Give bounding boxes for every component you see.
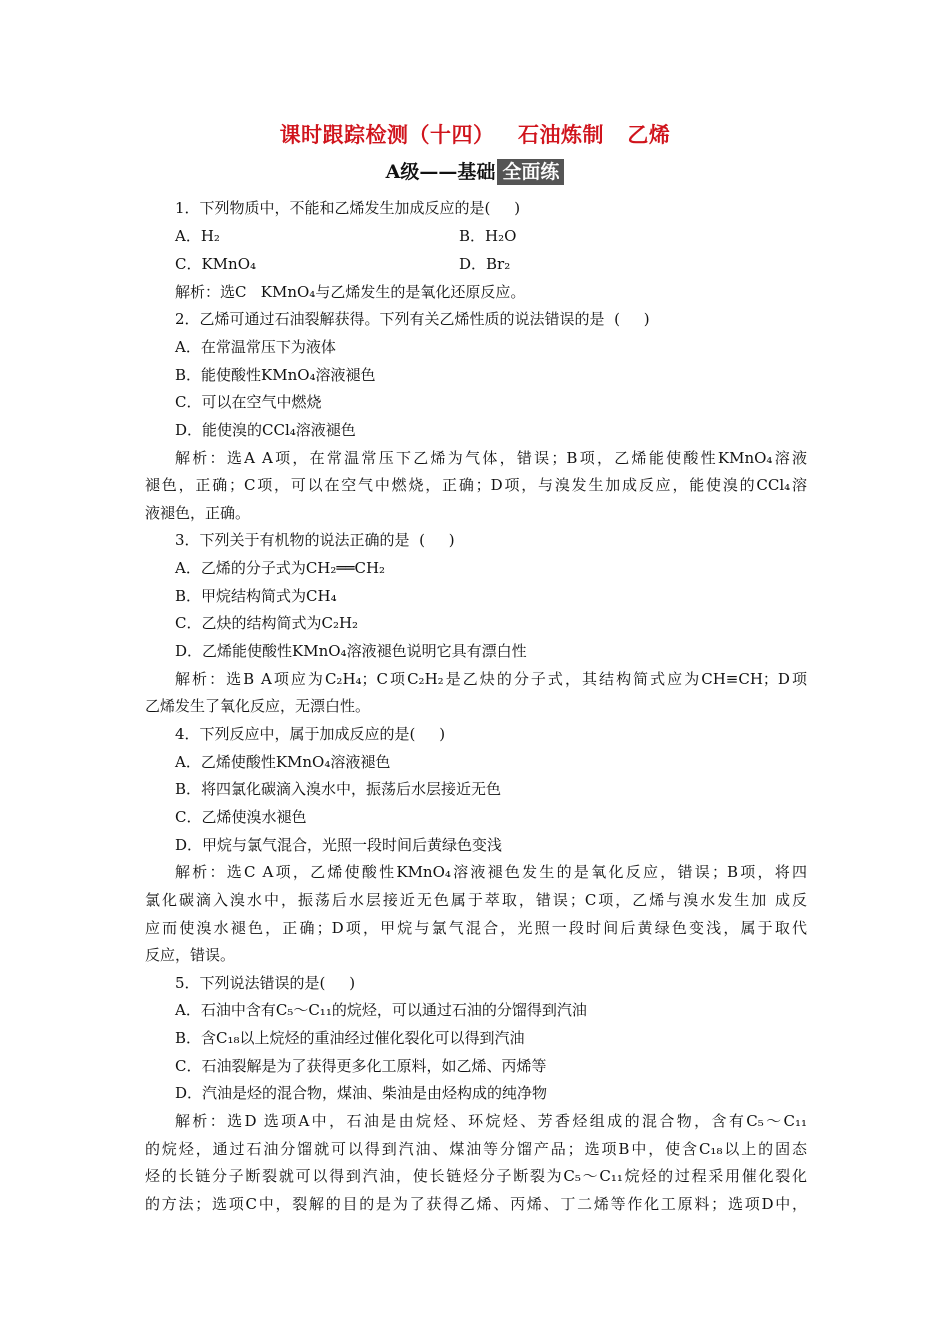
question-5: 5．下列说法错误的是( ) [175, 974, 356, 992]
question-2: 2．乙烯可通过石油裂解获得。下列有关乙烯性质的说法错误的是 ( ) [175, 310, 650, 328]
level-label: A级——基础 [385, 161, 496, 183]
answer-2-line-1: 解析：选A A项，在常温常压下乙烯为气体，错误；B项，乙烯能使酸性KMnO₄溶液 [175, 449, 807, 467]
answer-5-line-3: 烃的长链分子断裂就可以得到汽油，使长链烃分子断裂为C₅～C₁₁烷烃的过程采用催化裂化 [145, 1167, 807, 1185]
level-highlight: 全面练 [497, 159, 564, 185]
option-a: A．石油中含有C₅～C₁₁的烷烃，可以通过石油的分馏得到汽油 [175, 1001, 587, 1019]
option-c: C．可以在空气中燃烧 [175, 393, 322, 411]
option-b: B．能使酸性KMnO₄溶液褪色 [175, 366, 376, 384]
answer-2-line-3: 液褪色，正确。 [145, 504, 251, 522]
page-title: 课时跟踪检测（十四） 石油炼制 乙烯 [279, 123, 671, 147]
answer-4-line-2: 氯化碳滴入溴水中，振荡后水层接近无色属于萃取，错误；C项，乙烯与溴水发生加 成反 [145, 891, 807, 909]
option-d: D．甲烷与氯气混合，光照一段时间后黄绿色变浅 [175, 836, 503, 854]
question-4: 4．下列反应中，属于加成反应的是( ) [175, 725, 446, 743]
option-c: C．乙炔的结构简式为C₂H₂ [175, 614, 359, 632]
option-a: A．乙烯的分子式为CH₂══CH₂ [175, 559, 386, 577]
question-1: 1．下列物质中，不能和乙烯发生加成反应的是( ) [175, 199, 521, 217]
option-b: B．含C₁₈以上烷烃的重油经过催化裂化可以得到汽油 [175, 1029, 525, 1047]
option-d: D．汽油是烃的混合物，煤油、柴油是由烃构成的纯净物 [175, 1084, 548, 1102]
option-d: D．乙烯能使酸性KMnO₄溶液褪色说明它具有漂白性 [175, 642, 527, 660]
option-c: C．KMnO₄ [175, 255, 257, 273]
option-c: C．石油裂解是为了获得更多化工原料，如乙烯、丙烯等 [175, 1057, 547, 1075]
answer-3-line-1: 解析：选B A项应为C₂H₄；C项C₂H₂是乙炔的分子式，其结构简式应为CH≡CH；D项 [175, 670, 807, 688]
option-b: B．将四氯化碳滴入溴水中，振荡后水层接近无色 [175, 780, 502, 798]
option-b: B．H₂O [459, 227, 517, 245]
option-d: D．能使溴的CCl₄溶液褪色 [175, 421, 356, 439]
option-d: D．Br₂ [459, 255, 511, 273]
question-3: 3．下列关于有机物的说法正确的是 ( ) [175, 531, 455, 549]
option-c: C．乙烯使溴水褪色 [175, 808, 307, 826]
answer-3-line-2: 乙烯发生了氧化反应，无漂白性。 [145, 697, 371, 715]
option-a: A．H₂ [175, 227, 220, 245]
section-subtitle [0, 157, 950, 185]
answer-2-line-2: 褪色，正确；C项，可以在空气中燃烧，正确；D项，与溴发生加成反应，能使溴的CCl₄溶 [145, 476, 807, 494]
answer-4-line-1: 解析：选C A项，乙烯使酸性KMnO₄溶液褪色发生的是氧化反应，错误；B项，将四 [175, 863, 807, 881]
answer-5-line-1: 解析：选D 选项A中，石油是由烷烃、环烷烃、芳香烃组成的混合物，含有C₅～C₁₁ [175, 1112, 807, 1130]
option-a: A．乙烯使酸性KMnO₄溶液褪色 [175, 753, 391, 771]
answer-1: 解析：选C KMnO₄与乙烯发生的是氧化还原反应。 [175, 283, 526, 301]
option-b: B．甲烷结构简式为CH₄ [175, 587, 337, 605]
answer-5-line-2: 的烷烃，通过石油分馏就可以得到汽油、煤油等分馏产品；选项B中，使含C₁₈以上的固态 [145, 1140, 807, 1158]
answer-4-line-3: 应而使溴水褪色，正确；D项，甲烷与氯气混合，光照一段时间后黄绿色变浅，属于取代 [145, 919, 807, 937]
answer-5-line-4: 的方法；选项C中，裂解的目的是为了获得乙烯、丙烯、丁二烯等作化工原料；选项D中， [145, 1195, 807, 1213]
option-a: A．在常温常压下为液体 [175, 338, 336, 356]
answer-4-line-4: 反应，错误。 [145, 946, 236, 964]
